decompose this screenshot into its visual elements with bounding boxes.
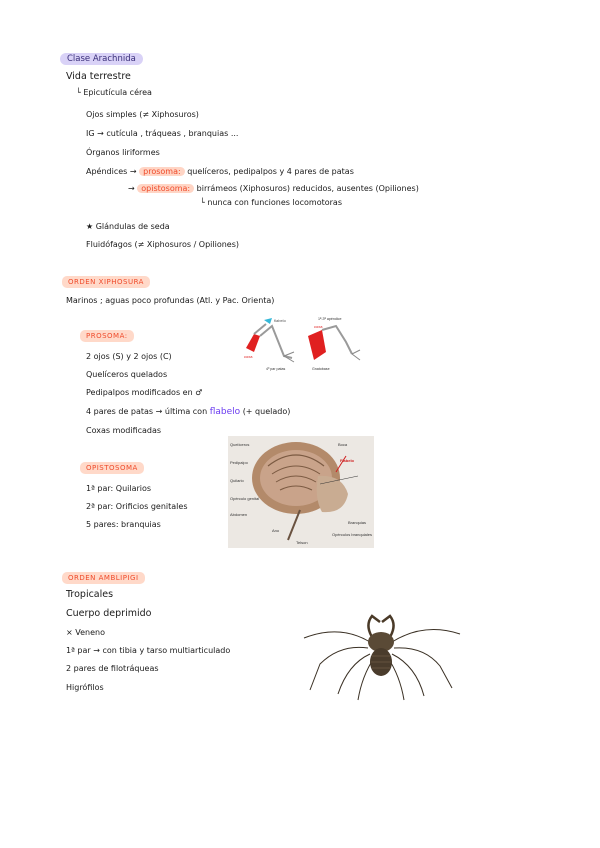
fig1-label: coxa: [244, 354, 253, 359]
opistosoma-prefix: →: [128, 184, 135, 193]
horseshoe-crab-figure: [228, 436, 374, 548]
fig2-label: Abdomen: [230, 512, 248, 517]
note-line: 2 pares de filotráqueas: [66, 664, 159, 673]
note-line: Pedipalpos modificados en ♂: [86, 388, 203, 397]
section-title-arachnida: Clase Arachnida: [60, 53, 143, 65]
note-line: ★ Glándulas de seda: [86, 222, 170, 231]
opistosoma-highlight: opistosoma:: [137, 184, 194, 193]
note-line: Ojos simples (≠ Xiphosuros): [86, 110, 199, 119]
fig2-label: Telson: [296, 540, 308, 545]
flabelo-line: [86, 407, 290, 417]
appendices-line: [86, 167, 354, 177]
opistosoma-line: [128, 184, 419, 194]
note-line: Fluidófagos (≠ Xiphosuros / Opiliones): [86, 240, 240, 249]
amblypygid-image: [300, 604, 464, 702]
note-line: 2ª par: Orificios genitales: [86, 502, 188, 511]
note-line: Órganos liriformes: [86, 148, 160, 157]
flabelo-suffix: (+ quelado): [242, 407, 291, 416]
fig2-label: Ano: [272, 528, 280, 533]
fig2-label: Opérculo genital: [230, 496, 260, 501]
note-line: 1ª par: Quilarios: [86, 484, 152, 493]
subsection-title-opistosoma: OPISTOSOMA: [80, 462, 144, 474]
prosoma-highlight: prosoma:: [139, 167, 185, 176]
subsection-title-prosoma: PROSOMA:: [80, 330, 134, 342]
fig2-label: Pedipalpo: [230, 460, 248, 465]
fig2-label: Branquias: [348, 520, 367, 525]
section-title-amblipigi: ORDEN AMBLIPIGI: [62, 572, 145, 584]
note-line: Cuerpo deprimido: [66, 608, 152, 619]
fig1-label: 4º par patas: [266, 367, 286, 371]
note-line: └ nunca con funciones locomotoras: [200, 198, 342, 207]
prosoma-text: quelíceros, pedipalpos y 4 pares de patas: [187, 167, 354, 176]
fig2-label: Flabelo: [340, 458, 355, 463]
appendices-prefix: Apéndices →: [86, 167, 137, 176]
fig1-label: flabelo: [274, 318, 286, 323]
fig2-label: Quilario: [230, 478, 244, 483]
fig2-label: Opérculos branquiales: [332, 532, 373, 537]
section-title-xiphosura: ORDEN XIPHOSURA: [62, 276, 150, 288]
fig2-label: Quelíceros: [230, 442, 250, 447]
flabelo-prefix: 4 pares de patas → última con: [86, 407, 208, 416]
opistosoma-text: birrámeos (Xiphosuros) reducidos, ausentes (Opiliones): [196, 184, 419, 193]
appendage-figure: [236, 312, 366, 378]
note-line: 1ª par → con tibia y tarso multiarticulado: [66, 646, 231, 655]
note-line: Vida terrestre: [66, 71, 131, 82]
note-line: Tropicales: [66, 589, 114, 600]
note-line: × Veneno: [66, 628, 105, 637]
note-line: Coxas modificadas: [86, 426, 162, 435]
flabelo-word: flabelo: [209, 407, 241, 417]
fig2-label: Boca: [338, 442, 348, 447]
note-line: IG → cutícula , tráqueas , branquias ...: [86, 129, 239, 138]
fig1-label: Gnatobase: [312, 367, 330, 371]
fig1-label: 1ª-3ª apéndice: [318, 317, 342, 321]
note-line: Marinos ; aguas poco profundas (Atl. y Pac. Orienta): [66, 296, 275, 305]
note-line: └ Epicutícula cérea: [76, 88, 152, 97]
note-line: 2 ojos (S) y 2 ojos (C): [86, 352, 172, 361]
note-line: Quelíceros quelados: [86, 370, 168, 379]
note-line: 5 pares: branquias: [86, 520, 161, 529]
fig1-label: coxa: [314, 324, 323, 329]
note-line: Higrófilos: [66, 683, 104, 692]
